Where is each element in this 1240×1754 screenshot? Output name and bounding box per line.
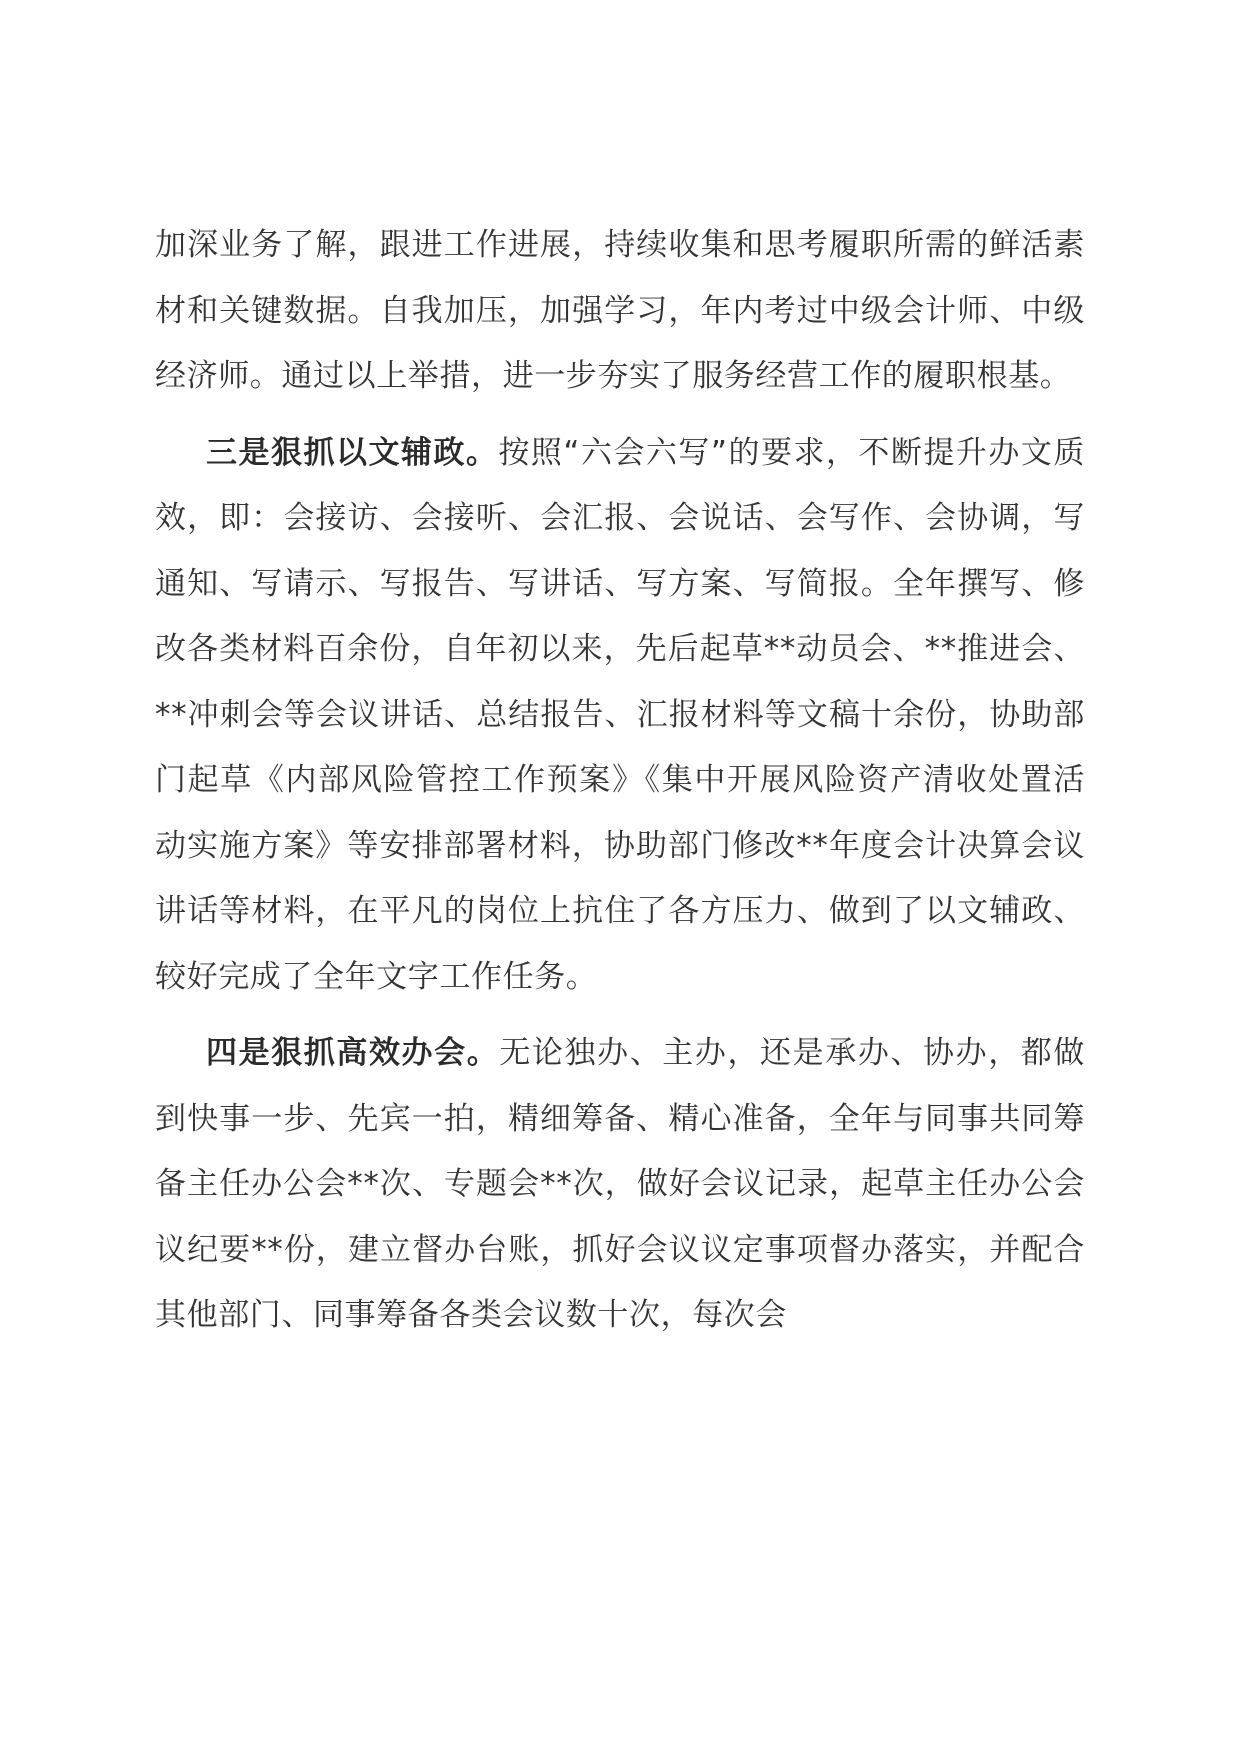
body-text xyxy=(155,213,1085,1349)
paragraph-lead: 三是狠抓以文辅政。 xyxy=(206,434,499,471)
paragraph-text: 按照“六会六写”的要求，不断提升办文质效，即：会接访、会接听、会汇报、会说话、会写作、会协调，写通知、写请示、写报告、写讲话、写方案、写简报。全年撰写、修改各类材料百余份，自年初以来，先后起草**动员会、**推进会、**冲刺会等会议讲话、总结报告、汇报材料等文稿十余份，协助部门起草《内部风险管控工作预案》《集中开展风险资产清收处置活动实施方案》等安排部署材料，协助部门修改**年度会计决算会议讲话等材料，在平凡的岗位上抗住了各方压力、做到了以文辅政、较好完成了全年文字工作任务。 xyxy=(155,434,1085,995)
paragraph-text: 加深业务了解，跟进工作进展，持续收集和思考履职所需的鲜活素材和关键数据。自我加压，加强学习，年内考过中级会计师、中级经济师。通过以上举措，进一步夯实了服务经营工作的履职根基。 xyxy=(155,227,1085,394)
paragraph-text: 无论独办、主办，还是承办、协办，都做到快事一步、先宾一拍，精细筹备、精心准备，全年与同事共同筹备主任办公会**次、专题会**次，做好会议记录，起草主任办公会议纪要**份，建立督办台账，抓好会议议定事项督办落实，并配合其他部门、同事筹备各类会议数十次，每次会 xyxy=(155,1035,1085,1333)
paragraph-meeting-support xyxy=(155,1021,1085,1349)
paragraph-continuation xyxy=(155,213,1085,410)
paragraph-lead: 四是狠抓高效办会。 xyxy=(206,1035,500,1071)
paragraph-writing-support xyxy=(155,421,1085,1011)
